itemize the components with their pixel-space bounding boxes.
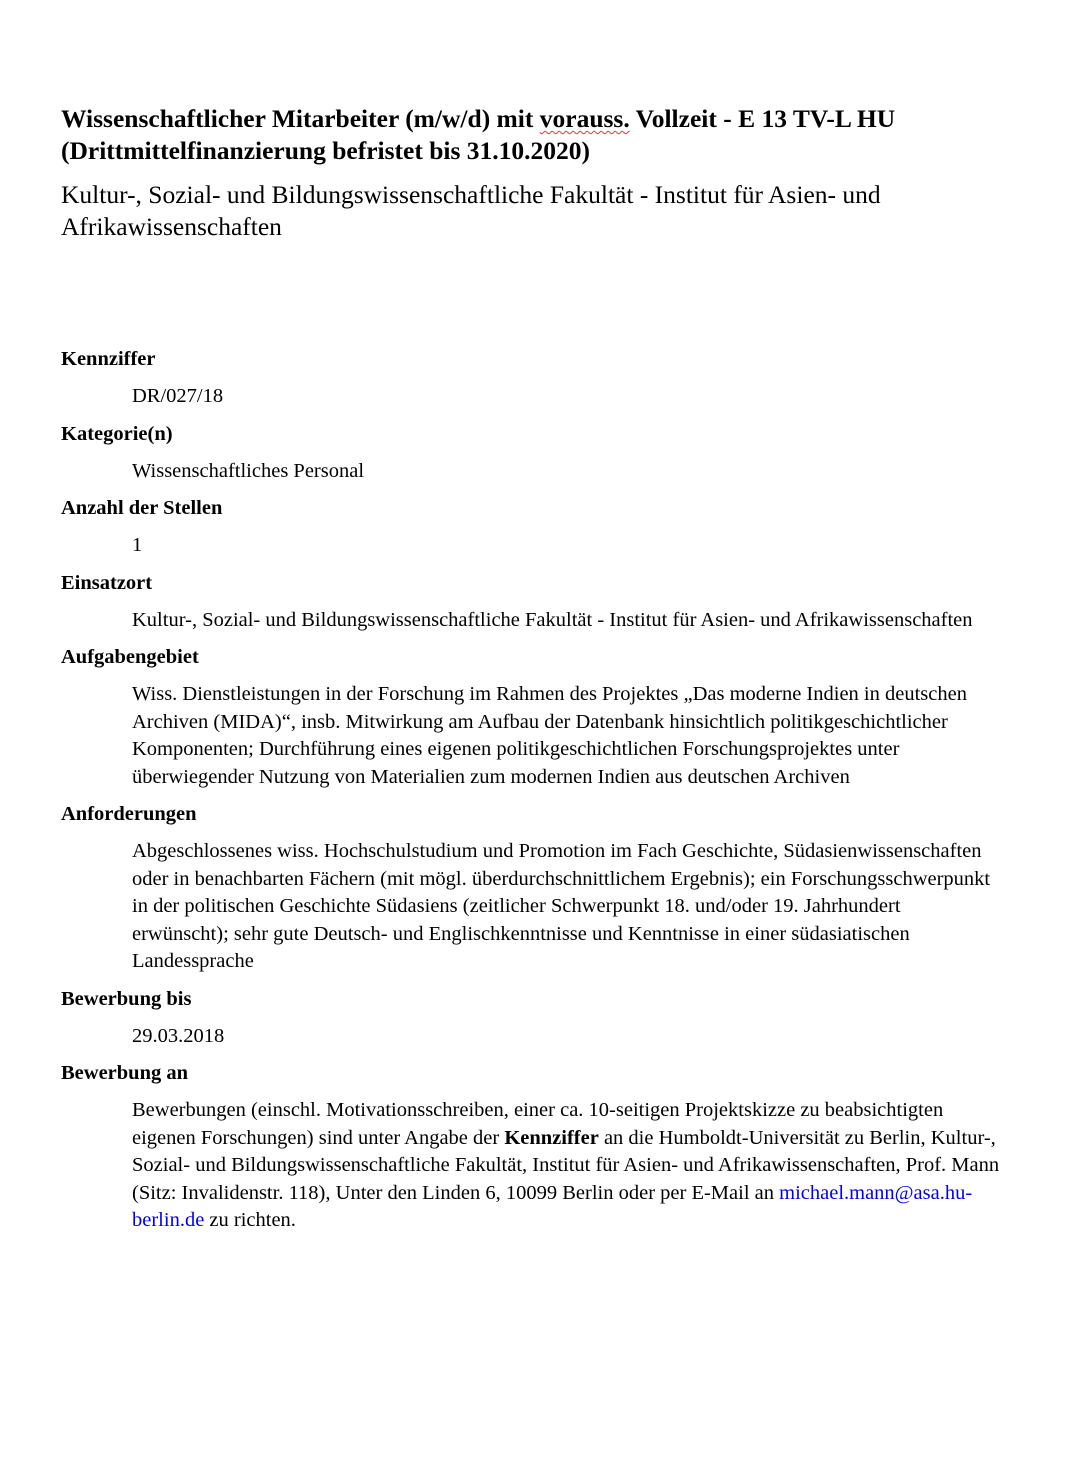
bewerbung-an-bold-kennziffer: Kennziffer	[504, 1126, 599, 1149]
value-anzahl-stellen: 1	[132, 534, 143, 556]
label-aufgabengebiet: Aufgabengebiet	[61, 646, 199, 668]
value-kategorie: Wissenschaftliches Personal	[132, 459, 365, 482]
label-kennziffer: Kennziffer	[61, 348, 156, 370]
bewerbung-an-text-after: zu richten.	[204, 1209, 296, 1231]
value-aufgabengebiet: Wiss. Dienstleistungen in der Forschung im Rahmen des Projektes „Das moderne Indien in deutschen Archiven (MIDA)“, insb. Mitwirkung am Aufbau der Datenbank hinsichtlich politikgeschichtlicher Komponenten; Durchführung eines eigenen politikgeschichtlichen Forschungsprojektes unter überwiegender Nutzung von Materialien zum modernen Indien aus deutschen Archiven	[132, 683, 967, 788]
value-anforderungen: Abgeschlossenes wiss. Hochschulstudium und Promotion im Fach Geschichte, Südasienwissenschaften oder in benachbarten Fächern (mit mögl. überdurchschnittlichem Ergebnis); ein Forschungsschwerpunkt in der politischen Geschichte Südasiens (zeitlicher Schwerpunkt 18. und/oder 19. Jahrhundert erwünscht); sehr gute Deutsch- und Englischkenntnisse und Kenntnisse in einer südasiatischen Landessprache	[132, 840, 991, 972]
job-title-part2: Vollzeit - E 13 TV-L HU (Drittmittelfinanzierung befristet bis 31.10.2020)	[61, 104, 896, 165]
bewerbung-an-text-before: Bewerbungen (einschl. Motivationsschreiben, einer ca. 10-seitigen Projektskizze zu beabsichtigten eigenen Forschungen) sind unter Angabe der	[132, 1099, 944, 1149]
label-bewerbung-bis: Bewerbung bis	[61, 987, 192, 1010]
job-title-part1: Wissenschaftlicher Mitarbeiter (m/w/d) mit	[61, 104, 540, 133]
label-anzahl-stellen: Anzahl der Stellen	[61, 497, 223, 519]
value-bewerbung-an	[61, 1087, 1001, 1239]
job-posting-document	[61, 103, 1001, 1239]
bewerbung-an-text-middle: an die Humboldt-Universität zu Berlin, Kultur-, Sozial- und Bildungswissenschaftliche Fakultät, Institut für Asien- und Afrikawissenschaften, Prof. Mann (Sitz: Invalidenstr. 118), Unter den Linden 6, 10099 Berlin oder per E-Mail an	[132, 1126, 1000, 1204]
job-title	[61, 103, 1001, 167]
label-einsatzort: Einsatzort	[61, 571, 153, 594]
value-bewerbung-bis: 29.03.2018	[132, 1024, 225, 1047]
email-link[interactable]: michael.mann@asa.hu-berlin.de	[132, 1181, 973, 1231]
value-kennziffer: DR/027/18	[132, 385, 224, 407]
label-bewerbung-an: Bewerbung an	[61, 1062, 189, 1084]
details-list	[61, 340, 1001, 1239]
label-kategorie: Kategorie(n)	[61, 422, 173, 445]
label-anforderungen: Anforderungen	[61, 803, 197, 825]
value-einsatzort: Kultur-, Sozial- und Bildungswissenschaftliche Fakultät - Institut für Asien- und Afrikawissenschaften	[132, 608, 973, 631]
faculty-subtitle: Kultur-, Sozial- und Bildungswissenschaftliche Fakultät - Institut für Asien- und Afrikawissenschaften	[61, 180, 881, 241]
job-title-spellcheck-word: vorauss.	[539, 104, 630, 133]
